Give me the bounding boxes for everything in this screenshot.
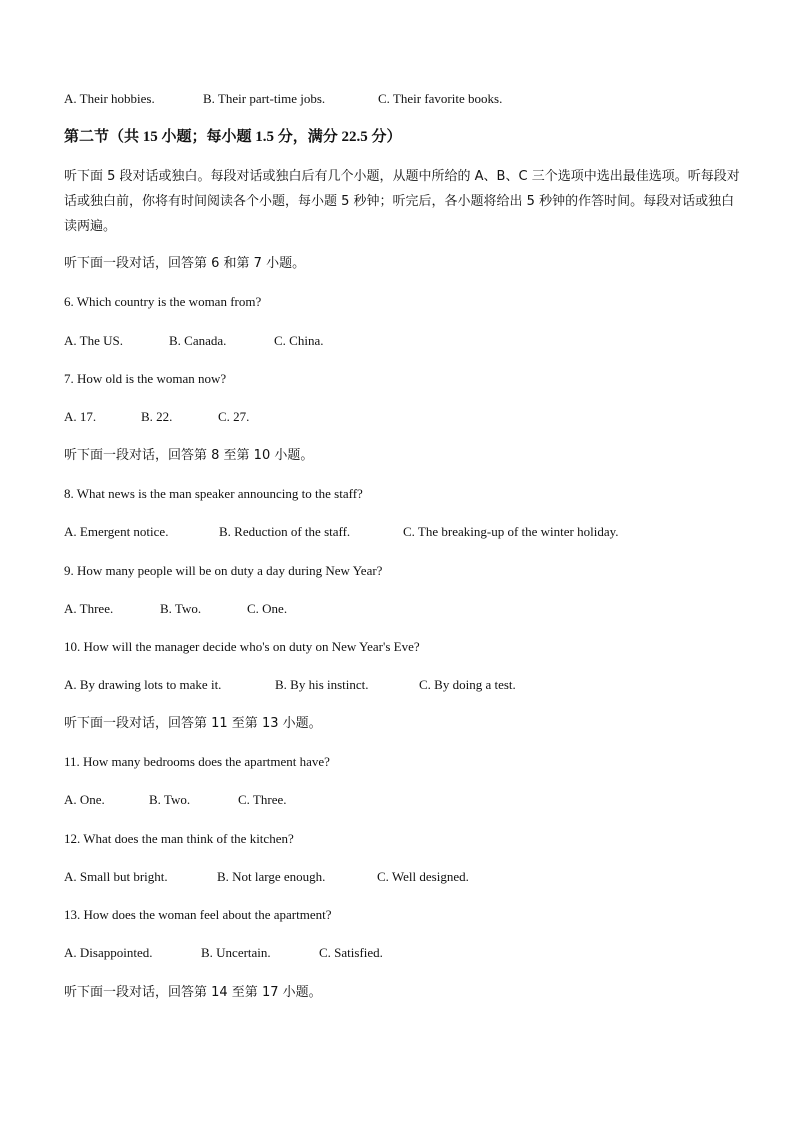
q13-option-a: A. Disappointed.	[64, 945, 153, 960]
q9-option-a: A. Three.	[64, 601, 114, 616]
q8-stem: 8. What news is the man speaker announcing to the staff?	[64, 486, 363, 501]
q11-option-c: C. Three.	[238, 792, 287, 807]
q10-options	[64, 677, 516, 693]
q13-stem: 13. How does the woman feel about the apartment?	[64, 907, 332, 922]
q9-option-b: B. Two.	[160, 601, 202, 616]
q7-options	[64, 409, 249, 425]
dialog-3-intro: 听下面一段对话，回答第 11 至第 13 小题。	[64, 716, 322, 731]
q5-options	[64, 91, 502, 107]
q13-option-c: C. Satisfied.	[319, 945, 383, 960]
q13-options	[64, 945, 383, 961]
q9-option-c: C. One.	[247, 601, 288, 616]
q11-stem: 11. How many bedrooms does the apartment have?	[64, 754, 330, 769]
q5-option-b: B. Their part-time jobs.	[203, 91, 326, 106]
q6-stem: 6. Which country is the woman from?	[64, 294, 262, 309]
q12-option-a: A. Small but bright.	[64, 869, 168, 884]
q6-option-a: A. The US.	[64, 333, 123, 348]
q7-option-a: A. 17.	[64, 409, 97, 424]
section-title: 第二节（共 15 小题；每小题 1.5 分，满分 22.5 分）	[64, 129, 402, 145]
q6-options	[64, 333, 323, 349]
dialog-2-intro: 听下面一段对话，回答第 8 至第 10 小题。	[64, 448, 314, 463]
q10-option-c: C. By doing a test.	[419, 677, 516, 692]
q6-option-c: C. China.	[274, 333, 324, 348]
q12-stem: 12. What does the man think of the kitchen?	[64, 831, 294, 846]
q11-option-b: B. Two.	[149, 792, 191, 807]
q11-options	[64, 792, 287, 808]
q12-option-b: B. Not large enough.	[217, 869, 326, 884]
q12-options	[64, 869, 469, 885]
q5-option-a: A. Their hobbies.	[64, 91, 155, 106]
q8-option-c: C. The breaking-up of the winter holiday.	[403, 524, 619, 539]
dialog-1-intro: 听下面一段对话，回答第 6 和第 7 小题。	[64, 256, 306, 271]
dialog-4-intro: 听下面一段对话，回答第 14 至第 17 小题。	[64, 985, 322, 1000]
q10-stem: 10. How will the manager decide who's on duty on New Year's Eve?	[64, 639, 420, 654]
q8-option-b: B. Reduction of the staff.	[219, 524, 351, 539]
instructions: 听下面 5 段对话或独白。每段对话或独白后有几个小题，从题中所给的 A、B、C 三个选项中选出最佳选项。听每段对话或独白前，你将有时间阅读各个小题，每小题 5 秒钟；听完后，各小题将给出 5 秒钟的作答时间。每段对话或独白读两遍。	[64, 169, 740, 234]
q10-option-b: B. By his instinct.	[275, 677, 369, 692]
q10-option-a: A. By drawing lots to make it.	[64, 677, 222, 692]
q8-options	[64, 524, 619, 540]
q7-stem: 7. How old is the woman now?	[64, 371, 227, 386]
q7-option-b: B. 22.	[141, 409, 173, 424]
q9-stem: 9. How many people will be on duty a day during New Year?	[64, 563, 383, 578]
q9-options	[64, 601, 287, 617]
q5-option-c: C. Their favorite books.	[378, 91, 503, 106]
q7-option-c: C. 27.	[218, 409, 250, 424]
q11-option-a: A. One.	[64, 792, 105, 807]
q6-option-b: B. Canada.	[169, 333, 227, 348]
q8-option-a: A. Emergent notice.	[64, 524, 169, 539]
q12-option-c: C. Well designed.	[377, 869, 469, 884]
q13-option-b: B. Uncertain.	[201, 945, 271, 960]
